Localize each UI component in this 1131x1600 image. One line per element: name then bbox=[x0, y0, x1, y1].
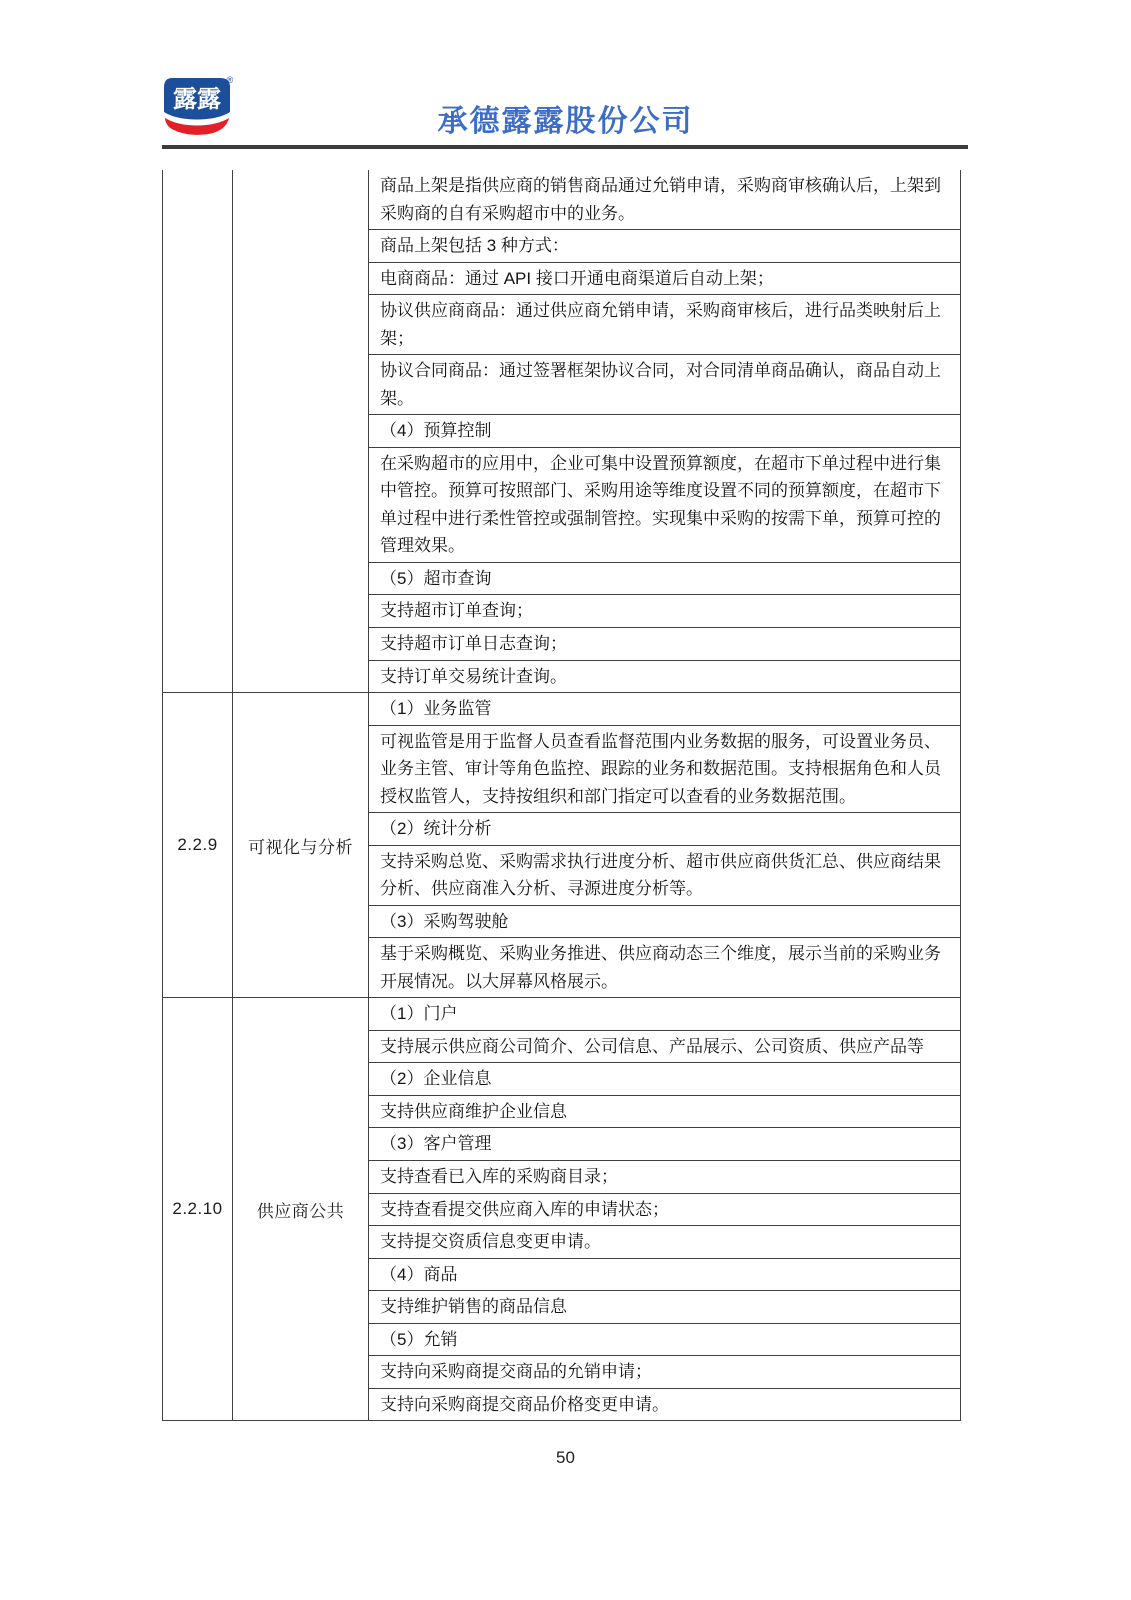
requirements-table-body bbox=[163, 170, 961, 1421]
requirement-text-cell: 商品上架是指供应商的销售商品通过允销申请，采购商审核确认后，上架到采购商的自有采购超市中的业务。 bbox=[369, 170, 961, 230]
requirement-text-cell: （1）业务监管 bbox=[369, 693, 961, 726]
requirement-text-cell: 在采购超市的应用中，企业可集中设置预算额度，在超市下单过程中进行集中管控。预算可按照部门、采购用途等维度设置不同的预算额度，在超市下单过程中进行柔性管控或强制管控。实现集中采购的按需下单，预算可控的管理效果。 bbox=[369, 447, 961, 562]
company-name-title: 承德露露股份公司 bbox=[437, 105, 694, 138]
table-row bbox=[163, 998, 961, 1031]
requirement-text-cell: 支持订单交易统计查询。 bbox=[369, 660, 961, 693]
requirement-text-cell: 支持向采购商提交商品价格变更申请。 bbox=[369, 1388, 961, 1421]
requirement-text-cell: 协议供应商商品：通过供应商允销申请，采购商审核后，进行品类映射后上架； bbox=[369, 295, 961, 355]
requirement-text-cell: 协议合同商品：通过签署框架协议合同，对合同清单商品确认，商品自动上架。 bbox=[369, 355, 961, 415]
requirement-text-cell: 支持维护销售的商品信息 bbox=[369, 1291, 961, 1324]
requirement-text-cell: （1）门户 bbox=[369, 998, 961, 1031]
logo-characters: 露露 bbox=[173, 86, 221, 113]
requirement-text-cell: 支持查看已入库的采购商目录； bbox=[369, 1161, 961, 1194]
requirement-text-cell: 支持采购总览、采购需求执行进度分析、超市供应商供货汇总、供应商结果分析、供应商准入分析、寻源进度分析等。 bbox=[369, 845, 961, 905]
requirement-text-cell: （3）采购驾驶舱 bbox=[369, 905, 961, 938]
section-name-cell: 可视化与分析 bbox=[233, 693, 369, 998]
section-id-cell: 2.2.9 bbox=[163, 693, 233, 998]
requirement-text-cell: （4）预算控制 bbox=[369, 415, 961, 448]
requirement-text-cell: 支持查看提交供应商入库的申请状态； bbox=[369, 1193, 961, 1226]
header-divider bbox=[162, 145, 968, 149]
table-row bbox=[163, 170, 961, 230]
section-id-cell bbox=[163, 170, 233, 693]
requirement-text-cell: 支持供应商维护企业信息 bbox=[369, 1095, 961, 1128]
requirement-text-cell: 支持超市订单查询； bbox=[369, 595, 961, 628]
table-row bbox=[163, 693, 961, 726]
requirements-table bbox=[162, 170, 961, 1421]
requirement-text-cell: 商品上架包括 3 种方式： bbox=[369, 230, 961, 263]
requirement-text-cell: 支持展示供应商公司简介、公司信息、产品展示、公司资质、供应产品等 bbox=[369, 1030, 961, 1063]
requirement-text-cell: （4）商品 bbox=[369, 1258, 961, 1291]
requirement-text-cell: 支持向采购商提交商品的允销申请； bbox=[369, 1356, 961, 1389]
requirement-text-cell: （3）客户管理 bbox=[369, 1128, 961, 1161]
requirement-text-cell: （5）允销 bbox=[369, 1323, 961, 1356]
requirement-text-cell: （5）超市查询 bbox=[369, 562, 961, 595]
page-number: 50 bbox=[556, 1448, 575, 1467]
requirement-text-cell: （2）企业信息 bbox=[369, 1063, 961, 1096]
section-id-cell: 2.2.10 bbox=[163, 998, 233, 1421]
requirement-text-cell: 基于采购概览、采购业务推进、供应商动态三个维度，展示当前的采购业务开展情况。以大屏幕风格展示。 bbox=[369, 938, 961, 998]
requirement-text-cell: （2）统计分析 bbox=[369, 813, 961, 846]
requirement-text-cell: 可视监管是用于监督人员查看监督范围内业务数据的服务，可设置业务员、业务主管、审计等角色监控、跟踪的业务和数据范围。支持根据角色和人员授权监管人，支持按组织和部门指定可以查看的业务数据范围。 bbox=[369, 725, 961, 813]
section-name-cell bbox=[233, 170, 369, 693]
requirement-text-cell: 支持提交资质信息变更申请。 bbox=[369, 1226, 961, 1259]
requirement-text-cell: 支持超市订单日志查询； bbox=[369, 627, 961, 660]
registered-mark-icon: ® bbox=[226, 75, 234, 85]
section-name-cell: 供应商公共 bbox=[233, 998, 369, 1421]
requirement-text-cell: 电商商品：通过 API 接口开通电商渠道后自动上架； bbox=[369, 262, 961, 295]
